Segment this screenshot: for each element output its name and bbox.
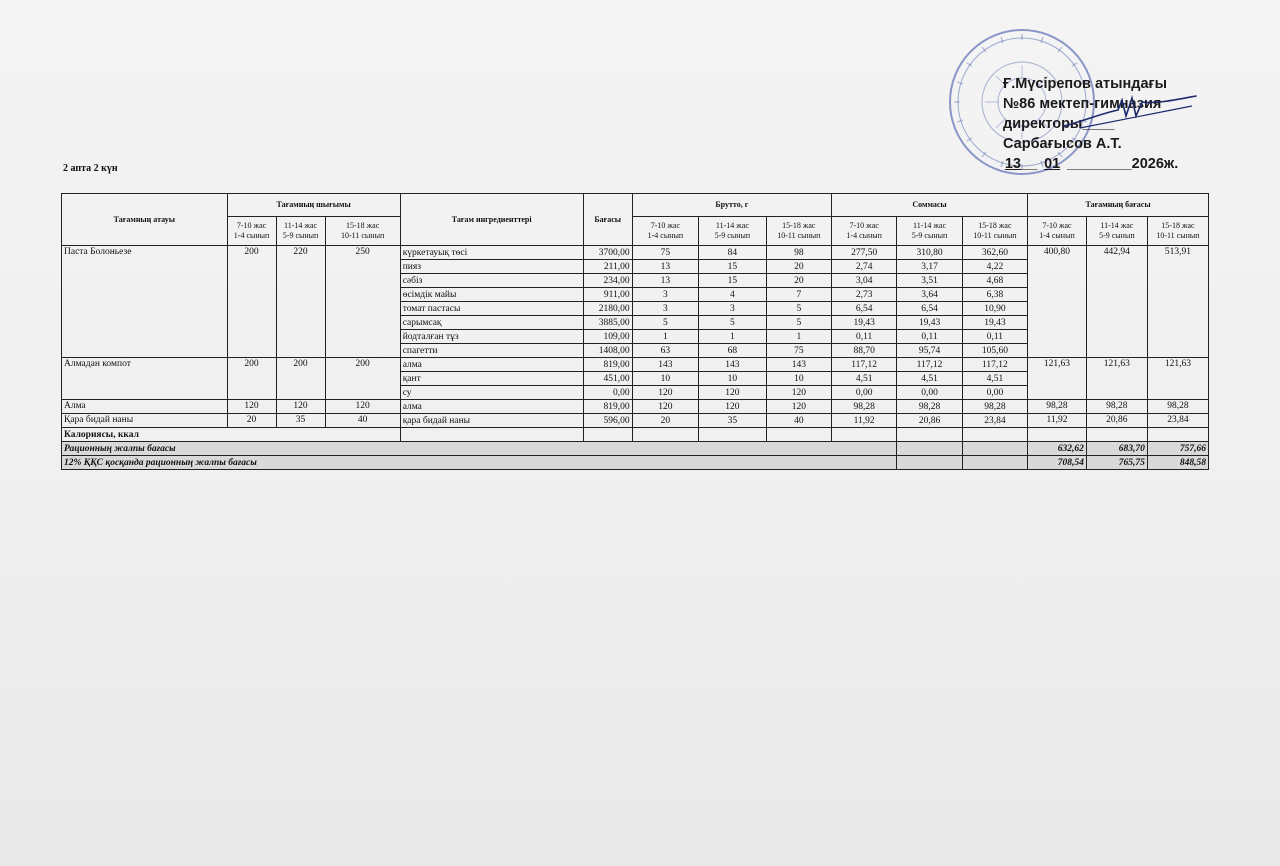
class-label: 1-4 сынып	[233, 231, 270, 240]
sum-value: 88,70	[832, 344, 897, 358]
ingredient-name: қара бидай наны	[400, 414, 583, 428]
empty-cell	[1086, 428, 1147, 442]
sum-value: 105,60	[962, 344, 1027, 358]
sum-value: 310,80	[897, 246, 962, 260]
sum-value: 3,04	[832, 274, 897, 288]
class-label: 5-9 сынып	[282, 231, 319, 240]
sum-value: 4,22	[962, 260, 1027, 274]
brutto-value: 143	[632, 358, 698, 372]
empty-cell	[962, 428, 1027, 442]
brutto-value: 98	[766, 246, 831, 260]
age-label: 7-10 жас	[236, 221, 267, 230]
dish-price-value: 121,63	[1086, 358, 1147, 400]
ingredient-name: спагетти	[400, 344, 583, 358]
brutto-value: 3	[632, 302, 698, 316]
ingredient-price: 3885,00	[583, 316, 632, 330]
approval-position: директоры____	[1003, 116, 1115, 132]
sum-value: 0,00	[962, 386, 1027, 400]
total-value: 765,75	[1086, 456, 1147, 470]
ingredient-price: 234,00	[583, 274, 632, 288]
empty-cell	[897, 442, 962, 456]
dish-price-value: 98,28	[1086, 400, 1147, 414]
ingredient-price: 2180,00	[583, 302, 632, 316]
approval-position-label: директоры	[1003, 116, 1083, 132]
approval-date-year: 2026ж.	[1131, 156, 1179, 172]
brutto-value: 143	[766, 358, 831, 372]
age-label: 11-14 жас	[284, 221, 318, 230]
brutto-value: 20	[766, 260, 831, 274]
sum-value: 23,84	[962, 414, 1027, 428]
brutto-age-group-2	[699, 217, 767, 246]
class-label: 10-11 сынып	[341, 231, 385, 240]
brutto-value: 10	[699, 372, 767, 386]
brutto-value: 13	[632, 260, 698, 274]
day-label: 2 апта 2 күн	[63, 163, 118, 174]
age-label: 15-18 жас	[782, 221, 816, 230]
brutto-value: 120	[632, 400, 698, 414]
dish-price-value: 23,84	[1147, 414, 1208, 428]
dish-price-value: 513,91	[1147, 246, 1208, 358]
brutto-value: 1	[699, 330, 767, 344]
sum-value: 0,11	[897, 330, 962, 344]
sum-value: 0,11	[832, 330, 897, 344]
ingredient-name: алма	[400, 358, 583, 372]
dish-output: 120	[276, 400, 325, 414]
empty-cell	[400, 428, 583, 442]
age-label: 15-18 жас	[978, 221, 1012, 230]
empty-cell	[832, 428, 897, 442]
empty-cell	[699, 428, 767, 442]
ingredient-price: 596,00	[583, 414, 632, 428]
header-row-ages	[62, 217, 1209, 246]
sum-value: 117,12	[832, 358, 897, 372]
menu-cost-table	[61, 193, 1209, 470]
dish-output: 250	[325, 246, 400, 358]
output-age-group-1	[227, 217, 276, 246]
header-row-top	[62, 194, 1209, 217]
brutto-value: 120	[632, 386, 698, 400]
class-label: 5-9 сынып	[1099, 231, 1135, 240]
dish-name: Қара бидай наны	[62, 414, 228, 428]
ingredient-name: сарымсақ	[400, 316, 583, 330]
sum-value: 4,51	[832, 372, 897, 386]
table-row	[62, 246, 1209, 260]
sum-value: 4,51	[962, 372, 1027, 386]
empty-cell	[1028, 428, 1087, 442]
sum-value: 117,12	[897, 358, 962, 372]
age-label: 15-18 жас	[1161, 221, 1195, 230]
dish-name: Алмадан компот	[62, 358, 228, 400]
class-label: 1-4 сынып	[1039, 231, 1075, 240]
ingredient-name: йодталған тұз	[400, 330, 583, 344]
empty-cell	[962, 456, 1027, 470]
sum-value: 3,51	[897, 274, 962, 288]
ingredient-name: томат пастасы	[400, 302, 583, 316]
page-shadow	[0, 505, 1280, 866]
sum-value: 6,38	[962, 288, 1027, 302]
empty-cell	[583, 428, 632, 442]
empty-cell	[766, 428, 831, 442]
brutto-value: 143	[699, 358, 767, 372]
brutto-value: 5	[699, 316, 767, 330]
price-age-group-2	[1086, 217, 1147, 246]
brutto-value: 20	[766, 274, 831, 288]
age-label: 7-10 жас	[849, 221, 879, 230]
price-age-group-1	[1028, 217, 1087, 246]
approval-school-line: Ғ.Мүсірепов атындағы	[1003, 76, 1167, 92]
brutto-value: 7	[766, 288, 831, 302]
empty-cell	[897, 428, 962, 442]
dish-output: 20	[227, 414, 276, 428]
table-row	[62, 400, 1209, 414]
brutto-value: 84	[699, 246, 767, 260]
total-row	[62, 442, 1209, 456]
sum-value: 19,43	[832, 316, 897, 330]
age-label: 15-18 жас	[345, 221, 380, 230]
total-value: 683,70	[1086, 442, 1147, 456]
sum-value: 98,28	[832, 400, 897, 414]
age-label: 7-10 жас	[650, 221, 681, 230]
table-row	[62, 358, 1209, 372]
approval-date: 13__ 01 ________2026ж.	[1004, 156, 1179, 172]
sum-value: 277,50	[832, 246, 897, 260]
calories-label: Калориясы, ккал	[62, 428, 401, 442]
total-value: 708,54	[1028, 456, 1087, 470]
brutto-value: 5	[632, 316, 698, 330]
output-age-group-3	[325, 217, 400, 246]
header-output: Тағамның шығымы	[227, 194, 400, 217]
ingredient-name: су	[400, 386, 583, 400]
age-label: 11-14 жас	[1100, 221, 1134, 230]
brutto-value: 75	[766, 344, 831, 358]
class-label: 5-9 сынып	[714, 231, 751, 240]
sum-age-group-3	[962, 217, 1027, 246]
dish-price-value: 11,92	[1028, 414, 1087, 428]
brutto-value: 68	[699, 344, 767, 358]
age-label: 11-14 жас	[715, 221, 749, 230]
header-sum: Соммасы	[832, 194, 1028, 217]
brutto-value: 15	[699, 260, 767, 274]
ingredient-price: 911,00	[583, 288, 632, 302]
brutto-value: 13	[632, 274, 698, 288]
brutto-value: 20	[632, 414, 698, 428]
approval-director-name: Сарбағысов А.Т.	[1003, 136, 1122, 152]
brutto-value: 120	[766, 386, 831, 400]
ingredient-price: 211,00	[583, 260, 632, 274]
price-age-group-3	[1147, 217, 1208, 246]
sum-value: 362,60	[962, 246, 1027, 260]
ingredient-name: алма	[400, 400, 583, 414]
ingredient-price: 1408,00	[583, 344, 632, 358]
ingredient-price: 451,00	[583, 372, 632, 386]
sum-value: 19,43	[962, 316, 1027, 330]
age-label: 11-14 жас	[913, 221, 947, 230]
empty-cell	[897, 456, 962, 470]
class-label: 10-11 сынып	[973, 231, 1017, 240]
ingredient-price: 819,00	[583, 400, 632, 414]
dish-output: 200	[325, 358, 400, 400]
ingredient-price: 109,00	[583, 330, 632, 344]
sum-value: 3,17	[897, 260, 962, 274]
brutto-value: 35	[699, 414, 767, 428]
brutto-value: 10	[632, 372, 698, 386]
output-age-group-2	[276, 217, 325, 246]
brutto-value: 5	[766, 316, 831, 330]
director-signature	[1060, 92, 1200, 132]
sum-value: 0,11	[962, 330, 1027, 344]
sum-age-group-2	[897, 217, 962, 246]
sum-value: 0,00	[897, 386, 962, 400]
ingredient-name: қант	[400, 372, 583, 386]
total-value: 848,58	[1147, 456, 1208, 470]
sum-value: 20,86	[897, 414, 962, 428]
sum-value: 4,51	[897, 372, 962, 386]
dish-price-value: 121,63	[1028, 358, 1087, 400]
sum-value: 6,54	[832, 302, 897, 316]
dish-price-value: 98,28	[1028, 400, 1087, 414]
header-ingredients: Тағам ингредиенттері	[400, 194, 583, 246]
brutto-age-group-1	[632, 217, 698, 246]
dish-price-value: 121,63	[1147, 358, 1208, 400]
total-label: 12% ҚҚС қосқанда рационның жалпы бағасы	[62, 456, 897, 470]
sum-value: 98,28	[897, 400, 962, 414]
dish-output: 200	[227, 246, 276, 358]
empty-cell	[1147, 428, 1208, 442]
brutto-value: 1	[766, 330, 831, 344]
header-dish-name: Тағамның атауы	[62, 194, 228, 246]
dish-output: 200	[227, 358, 276, 400]
total-value: 632,62	[1028, 442, 1087, 456]
class-label: 10-11 сынып	[1156, 231, 1200, 240]
brutto-value: 10	[766, 372, 831, 386]
ingredient-price: 3700,00	[583, 246, 632, 260]
brutto-value: 15	[699, 274, 767, 288]
dish-name: Алма	[62, 400, 228, 414]
table-row	[62, 414, 1209, 428]
sum-value: 19,43	[897, 316, 962, 330]
dish-price-value: 98,28	[1147, 400, 1208, 414]
empty-cell	[632, 428, 698, 442]
ingredient-name: күркетауық төсі	[400, 246, 583, 260]
total-value: 757,66	[1147, 442, 1208, 456]
dish-price-value: 442,94	[1086, 246, 1147, 358]
sum-age-group-1	[832, 217, 897, 246]
brutto-value: 120	[699, 400, 767, 414]
ingredient-name: сәбіз	[400, 274, 583, 288]
brutto-value: 120	[699, 386, 767, 400]
sum-value: 2,73	[832, 288, 897, 302]
sum-value: 98,28	[962, 400, 1027, 414]
ingredient-name: өсімдік майы	[400, 288, 583, 302]
brutto-value: 75	[632, 246, 698, 260]
ingredient-name: пияз	[400, 260, 583, 274]
sum-value: 117,12	[962, 358, 1027, 372]
ingredient-price: 0,00	[583, 386, 632, 400]
ingredient-price: 819,00	[583, 358, 632, 372]
dish-output: 200	[276, 358, 325, 400]
brutto-value: 3	[632, 288, 698, 302]
age-label: 7-10 жас	[1042, 221, 1072, 230]
sum-value: 11,92	[832, 414, 897, 428]
dish-output: 35	[276, 414, 325, 428]
dish-output: 40	[325, 414, 400, 428]
sum-value: 3,64	[897, 288, 962, 302]
sum-value: 10,90	[962, 302, 1027, 316]
brutto-value: 4	[699, 288, 767, 302]
class-label: 1-4 сынып	[647, 231, 684, 240]
class-label: 5-9 сынып	[911, 231, 948, 240]
class-label: 1-4 сынып	[846, 231, 882, 240]
sum-value: 0,00	[832, 386, 897, 400]
approval-date-month: 01	[1044, 156, 1061, 172]
sum-value: 4,68	[962, 274, 1027, 288]
brutto-value: 3	[699, 302, 767, 316]
calories-row	[62, 428, 1209, 442]
approval-date-day: 13	[1004, 156, 1021, 172]
brutto-value: 40	[766, 414, 831, 428]
total-row	[62, 456, 1209, 470]
total-label: Рационның жалпы бағасы	[62, 442, 897, 456]
approval-school-number: №86 мектеп-гимназия	[1003, 96, 1162, 112]
header-price: Бағасы	[583, 194, 632, 246]
brutto-value: 120	[766, 400, 831, 414]
header-brutto: Брутто, г	[632, 194, 831, 217]
brutto-value: 1	[632, 330, 698, 344]
empty-cell	[962, 442, 1027, 456]
class-label: 10-11 сынып	[777, 231, 821, 240]
sum-value: 6,54	[897, 302, 962, 316]
sum-value: 2,74	[832, 260, 897, 274]
dish-output: 120	[325, 400, 400, 414]
dish-name: Паста Болоньезе	[62, 246, 228, 358]
dish-output: 120	[227, 400, 276, 414]
dish-price-value: 20,86	[1086, 414, 1147, 428]
dish-price-value: 400,80	[1028, 246, 1087, 358]
header-dish-price: Тағамның бағасы	[1028, 194, 1209, 217]
sum-value: 95,74	[897, 344, 962, 358]
brutto-value: 5	[766, 302, 831, 316]
brutto-age-group-3	[766, 217, 831, 246]
brutto-value: 63	[632, 344, 698, 358]
dish-output: 220	[276, 246, 325, 358]
